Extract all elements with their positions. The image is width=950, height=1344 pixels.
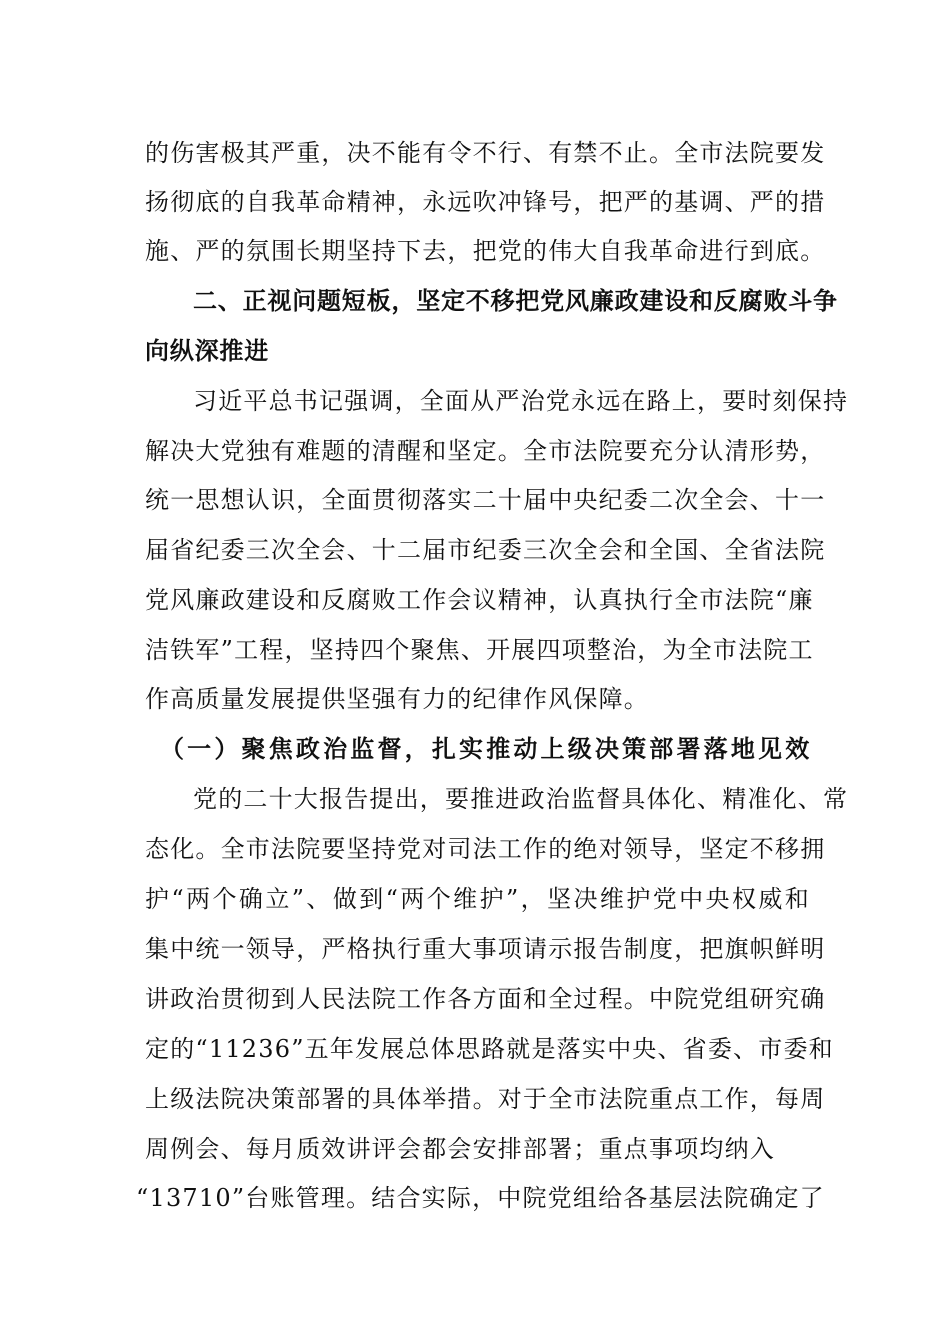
body-text-line: 集中统一领导，严格执行重大事项请示报告制度，把旗帜鲜明 bbox=[145, 935, 826, 963]
body-text-line: 上级法院决策部署的具体举措。对于全市法院重点工作，每周 bbox=[145, 1085, 826, 1113]
body-text-line: “13710”台账管理。结合实际，中院党组给各基层法院确定了 bbox=[136, 1184, 825, 1212]
body-text-line: 洁铁军”工程，坚持四个聚焦、开展四项整治，为全市法院工 bbox=[145, 636, 814, 664]
paragraph-first-line: 党的二十大报告提出，要推进政治监督具体化、精准化、常 bbox=[193, 785, 849, 813]
body-text-line: 扬彻底的自我革命精神，永远吹冲锋号，把严的基调、严的措 bbox=[145, 188, 826, 216]
body-text-line: 讲政治贯彻到人民法院工作各方面和全过程。中院党组研究确 bbox=[145, 985, 826, 1013]
body-text-line: 施、严的氛围长期坚持下去，把党的伟大自我革命进行到底。 bbox=[145, 237, 826, 265]
body-text-line: 作高质量发展提供坚强有力的纪律作风保障。 bbox=[145, 685, 649, 713]
body-text-line: 护“两个确立”、做到“两个维护”，坚决维护党中央权威和 bbox=[145, 885, 810, 913]
body-text-line: 定的“11236”五年发展总体思路就是落实中央、省委、市委和 bbox=[145, 1035, 834, 1063]
paragraph-first-line: 习近平总书记强调，全面从严治党永远在路上，要时刻保持 bbox=[193, 387, 849, 415]
body-text-line: 态化。全市法院要坚持党对司法工作的绝对领导，坚定不移拥 bbox=[145, 835, 826, 863]
body-text-line: 统一思想认识，全面贯彻落实二十届中央纪委二次全会、十一 bbox=[145, 486, 826, 514]
body-text-line: 解决大党独有难题的清醒和坚定。全市法院要充分认清形势， bbox=[145, 437, 826, 465]
body-text-line: 届省纪委三次全会、十二届市纪委三次全会和全国、全省法院 bbox=[145, 536, 826, 564]
body-text-line: 的伤害极其严重，决不能有令不行、有禁不止。全市法院要发 bbox=[145, 139, 826, 167]
subsection-heading: （一）聚焦政治监督，扎实推动上级决策部署落地见效 bbox=[160, 735, 810, 763]
body-text-line: 周例会、每月质效讲评会都会安排部署；重点事项均纳入 bbox=[145, 1135, 775, 1163]
body-text-line: 党风廉政建设和反腐败工作会议精神，认真执行全市法院“廉 bbox=[145, 586, 814, 614]
section-heading: 二、正视问题短板，坚定不移把党风廉政建设和反腐败斗争 bbox=[193, 287, 838, 315]
section-heading-continued: 向纵深推进 bbox=[145, 337, 269, 365]
